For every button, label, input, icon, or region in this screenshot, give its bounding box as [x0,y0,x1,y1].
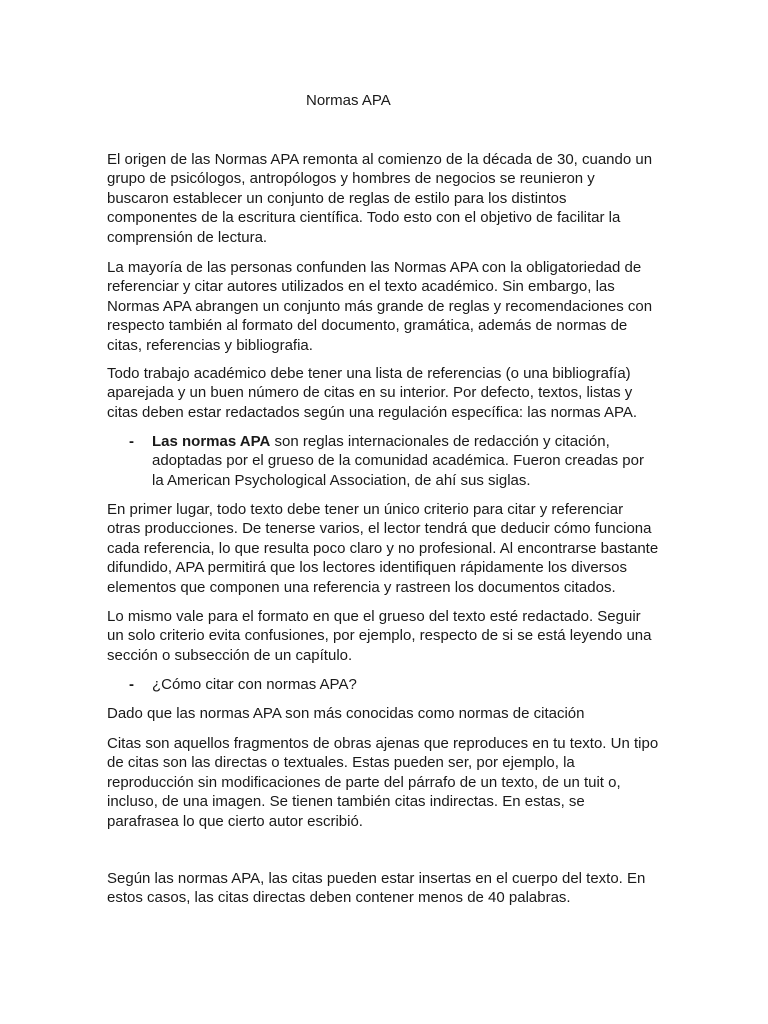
list-item-line: la American Psychological Association, de ahí sus siglas. [152,471,531,489]
list-bullet: - [129,433,134,450]
paragraph-line: La mayoría de las personas confunden las Normas APA con la obligatoriedad de [107,259,642,276]
paragraph-line: Normas APA abrangen un conjunto más grande de reglas y recomendaciones con [107,297,653,315]
paragraph-line: Dado que las normas APA son más conocidas como normas de citación [107,705,585,722]
paragraph-line: parafrasea lo que cierto autor escribió. [107,812,363,830]
list-item-apa-definition [107,432,667,492]
list-item-line: ¿Cómo citar con normas APA? [152,676,357,693]
paragraph-line: Citas son aquellos fragmentos de obras ajenas que reproduces en tu texto. Un tipo [107,735,659,752]
paragraph-line: aparejada y un buen número de citas en su interior. Por defecto, textos, listas y [107,384,633,402]
list-item-how-to-cite [107,675,667,695]
paragraph-line: difundido, APA permitirá que los lectores identifiquen rápidamente los diversos [107,559,628,577]
paragraph-line: Todo trabajo académico debe tener una lista de referencias (o una bibliografía) [107,365,631,382]
list-bullet: - [129,676,134,693]
paragraph-format [107,607,667,665]
paragraph-line: En primer lugar, todo texto debe tener un único criterio para citar y referenciar [107,501,624,518]
paragraph-line: El origen de las Normas APA remonta al comienzo de la década de 30, cuando un [107,151,653,168]
paragraph-line: incluso, de una imagen. Se tienen también citas indirectas. En estas, se [107,793,585,811]
paragraph-line: reproducción sin modificaciones de parte del párrafo de un texto, de un tuit o, [107,773,621,791]
paragraph-line: referenciar y citar autores utilizados en el texto académico. Sin embargo, las [107,278,615,296]
paragraph-line: de citas son las directas o textuales. Estas pueden ser, por ejemplo, la [107,754,575,772]
paragraph-line: un solo criterio evita confusiones, por ejemplo, respecto de si se está leyendo una [107,627,652,645]
paragraph-line: buscaron establecer un conjunto de reglas de estilo para los distintos [107,189,567,207]
paragraph-line: citas deben estar redactados según una regulación específica: las normas APA. [107,403,638,421]
paragraph-academic-work [107,364,667,422]
list-item-line [152,432,672,451]
paragraph-line: elementos que componen una referencia y rastreen los documentos citados. [107,578,616,596]
paragraph-single-criterion [107,500,667,597]
bold-term: Las normas APA [152,433,271,450]
paragraph-line: cada referencia, lo que resulta poco claro y no profesional. Al encontrarse bastante [107,539,659,557]
list-item-text [152,675,672,694]
paragraph-origin [107,150,667,247]
paragraph-line: comprensión de lectura. [107,228,268,246]
paragraph-line: Según las normas APA, las citas pueden estar insertas en el cuerpo del texto. En [107,870,646,887]
list-item-text [152,432,672,490]
page-title: Normas APA [306,92,391,109]
paragraph-line: Lo mismo vale para el formato en que el grueso del texto esté redactado. Seguir [107,608,641,625]
paragraph-line: citas, referencias y bibliografia. [107,336,313,354]
paragraph-citation-norms [107,704,667,723]
paragraph-citations [107,734,667,831]
paragraph-direct-citations [107,869,667,908]
paragraph-line: grupo de psicólogos, antropólogos y hombres de negocios se reunieron y [107,170,595,188]
paragraph-line: respecto también al formato del documento, gramática, además de normas de [107,317,628,335]
paragraph-line: componentes de la escritura científica. Todo esto con el objetivo de facilitar la [107,209,621,227]
paragraph-line: estos casos, las citas directas deben contener menos de 40 palabras. [107,889,571,907]
paragraph-line: otras producciones. De tenerse varios, el lector tendrá que deducir cómo funciona [107,520,652,538]
paragraph-line: sección o subsección de un capítulo. [107,646,353,664]
list-item-line: adoptadas por el grueso de la comunidad académica. Fueron creadas por [152,452,644,470]
paragraph-confusion [107,258,667,355]
list-item-line-rest: son reglas internacionales de redacción y citación, [270,433,610,450]
